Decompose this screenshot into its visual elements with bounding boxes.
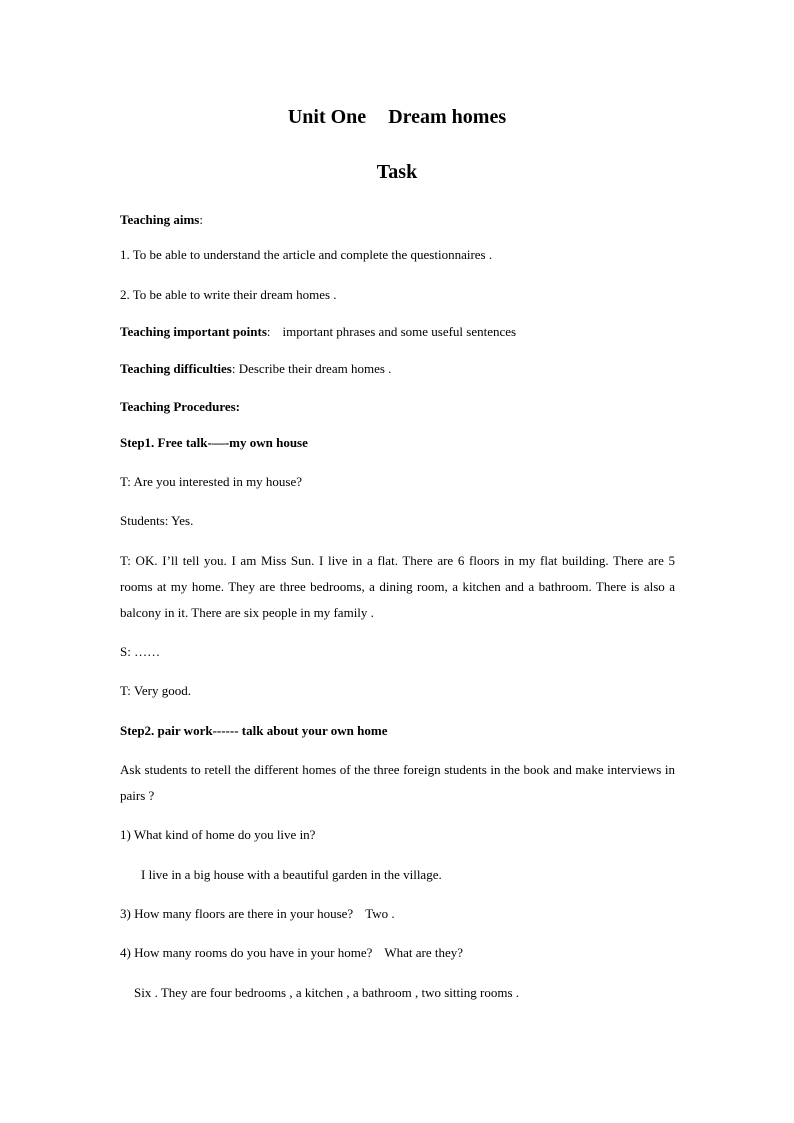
difficulties-label: Teaching difficulties [120, 361, 232, 376]
step2-intro: Ask students to retell the different homes of the three foreign students in the book and make interviews in pairs ? [120, 762, 675, 803]
important-points-line [120, 323, 675, 341]
aim-item-1: 1. To be able to understand the article and complete the questionnaires . [120, 247, 493, 262]
question-3 [120, 905, 675, 923]
step1-line-5: T: Very good. [120, 683, 191, 698]
step1-heading: Step1. Free talk-—-my own house [120, 435, 308, 450]
question-4 [120, 944, 675, 962]
teaching-aims-colon: : [199, 212, 203, 227]
important-points-colon: : [266, 324, 271, 339]
answer-3: Two . [365, 906, 395, 921]
answer-4: Six . They are four bedrooms , a kitchen , a bathroom , two sitting rooms . [134, 985, 519, 1000]
important-points-text: important phrases and some useful sentences [282, 324, 517, 339]
teaching-aims-label: Teaching aims [120, 212, 200, 227]
answer-1: I live in a big house with a beautiful garden in the village. [141, 867, 442, 882]
teaching-aims-heading [120, 211, 675, 229]
difficulties-text: : Describe their dream homes . [231, 361, 392, 376]
step2-heading: Step2. pair work------ talk about your own home [120, 723, 388, 738]
document-title [0, 105, 794, 129]
question-4-text: 4) How many rooms do you have in your home? [120, 945, 373, 960]
aim-item-2: 2. To be able to write their dream homes . [120, 287, 337, 302]
question-1: 1) What kind of home do you live in? [120, 827, 316, 842]
topic-title: Dream homes [388, 106, 507, 128]
section-title: Task [376, 161, 418, 183]
unit-title: Unit One [287, 106, 367, 128]
step1-paragraph: T: OK. I’ll tell you. I am Miss Sun. I live in a flat. There are 6 floors in my flat building. There are 5 rooms at my home. They are three bedrooms, a dining room, a kitchen and a bathroom. There is also a balcony in it. There are six people in my family . [120, 553, 675, 620]
step1-line-2: Students: Yes. [120, 513, 194, 528]
difficulties-line [120, 360, 675, 378]
procedures-heading: Teaching Procedures: [120, 399, 241, 414]
important-points-label: Teaching important points [120, 324, 267, 339]
question-3-text: 3) How many floors are there in your house? [120, 906, 354, 921]
step1-line-4: S: …… [120, 644, 161, 659]
question-4-followup: What are they? [384, 945, 464, 960]
step1-line-1: T: Are you interested in my house? [120, 474, 303, 489]
